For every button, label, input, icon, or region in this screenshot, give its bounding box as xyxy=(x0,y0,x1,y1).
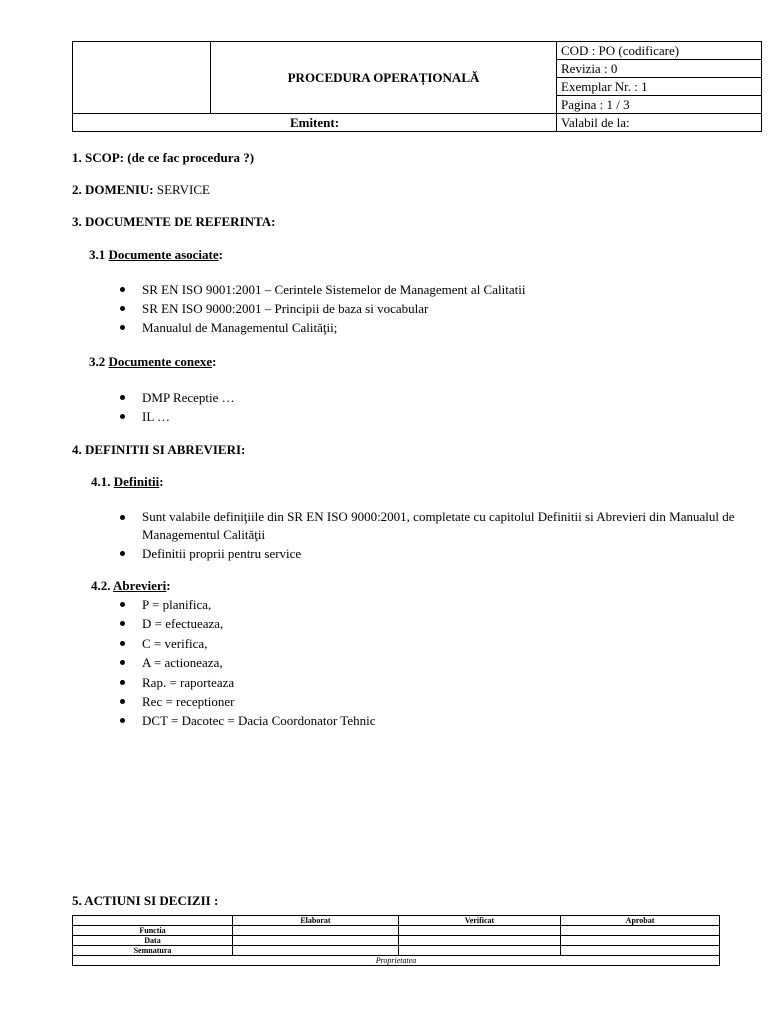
list-item: Rap. = raporteaza xyxy=(117,673,375,692)
list-item: IL … xyxy=(117,407,235,426)
table-cell xyxy=(561,946,720,956)
subsection-title: Documente asociate xyxy=(108,247,219,262)
list-item: SR EN ISO 9000:2001 – Principii de baza si vocabular xyxy=(117,299,525,318)
document-header-table xyxy=(72,41,762,132)
subsection-title: Abrevieri xyxy=(113,578,167,593)
table-cell xyxy=(73,916,233,926)
list-item: D = efectueaza, xyxy=(117,614,375,633)
section-scop: 1. SCOP: (de ce fac procedura ?) xyxy=(72,150,255,165)
list-item: A = actioneaza, xyxy=(117,653,375,672)
table-cell xyxy=(398,926,560,936)
subsection-number: 3.2 xyxy=(89,354,109,369)
table-row xyxy=(73,916,720,926)
table-cell xyxy=(561,936,720,946)
table-cell xyxy=(233,926,399,936)
section-domeniu-value: SERVICE xyxy=(153,182,210,197)
subsection-title: Definitii xyxy=(113,474,160,489)
list-item: Definitii proprii pentru service xyxy=(117,544,737,563)
row-label-semnatura: Semnatura xyxy=(73,946,233,956)
definitii-list xyxy=(117,508,737,563)
section-actiuni: 5. ACTIUNI SI DECIZII : xyxy=(72,893,219,908)
subsection-colon: : xyxy=(212,354,217,369)
table-cell xyxy=(233,946,399,956)
section-domeniu-label: 2. DOMENIU: xyxy=(72,182,154,197)
list-item: SR EN ISO 9001:2001 – Cerintele Sistemelor de Management al Calitatii xyxy=(117,280,525,299)
document-title: PROCEDURA OPERAȚIONALĂ xyxy=(211,42,557,114)
section-definitii: 4. DEFINITII SI ABREVIERI: xyxy=(72,442,246,457)
table-cell xyxy=(398,936,560,946)
table-cell xyxy=(398,946,560,956)
table-row xyxy=(73,956,720,966)
table-cell xyxy=(561,926,720,936)
table-row xyxy=(73,946,720,956)
proprietatea-footer: Proprietatea xyxy=(73,956,720,966)
revizia-cell: Revizia : 0 xyxy=(557,60,762,78)
subsection-documente-conexe xyxy=(89,354,216,370)
emitent-cell: Emitent: xyxy=(73,114,557,132)
section-documente: 3. DOCUMENTE DE REFERINTA: xyxy=(72,214,276,229)
subsection-definitii xyxy=(91,474,164,490)
signature-table xyxy=(72,915,720,966)
row-label-functia: Functia xyxy=(73,926,233,936)
subsection-abrevieri xyxy=(91,578,171,594)
table-row xyxy=(73,936,720,946)
row-label-data: Data xyxy=(73,936,233,946)
subsection-number: 3.1 xyxy=(89,247,109,262)
table-row xyxy=(73,926,720,936)
documente-conexe-list xyxy=(117,388,235,426)
list-item: DMP Receptie … xyxy=(117,388,235,407)
list-item: C = verifica, xyxy=(117,634,375,653)
list-item: Rec = receptioner xyxy=(117,692,375,711)
subsection-documente-asociate xyxy=(89,247,223,263)
pagina-cell: Pagina : 1 / 3 xyxy=(557,96,762,114)
abrevieri-list xyxy=(117,595,375,731)
list-item: Manualul de Managementul Calităţii; xyxy=(117,318,525,337)
table-cell xyxy=(233,936,399,946)
exemplar-cell: Exemplar Nr. : 1 xyxy=(557,78,762,96)
section-domeniu xyxy=(72,182,210,198)
logo-cell xyxy=(73,42,211,114)
subsection-colon: : xyxy=(159,474,164,489)
table-header-aprobat: Aprobat xyxy=(561,916,720,926)
table-header-elaborat: Elaborat xyxy=(233,916,399,926)
table-header-verificat: Verificat xyxy=(398,916,560,926)
subsection-title: Documente conexe xyxy=(108,354,213,369)
subsection-number: 4.1. xyxy=(91,474,114,489)
list-item: P = planifica, xyxy=(117,595,375,614)
cod-cell: COD : PO (codificare) xyxy=(557,42,762,60)
documente-asociate-list xyxy=(117,280,525,337)
subsection-number: 4.2. xyxy=(91,578,114,593)
valabil-cell: Valabil de la: xyxy=(557,114,762,132)
subsection-colon: : xyxy=(166,578,171,593)
list-item: DCT = Dacotec = Dacia Coordonator Tehnic xyxy=(117,711,375,730)
subsection-colon: : xyxy=(218,247,223,262)
list-item: Sunt valabile definiţiile din SR EN ISO 9000:2001, completate cu capitolul Definitii si Abrevieri din Manualul de Managementul Calităţii xyxy=(117,508,737,544)
